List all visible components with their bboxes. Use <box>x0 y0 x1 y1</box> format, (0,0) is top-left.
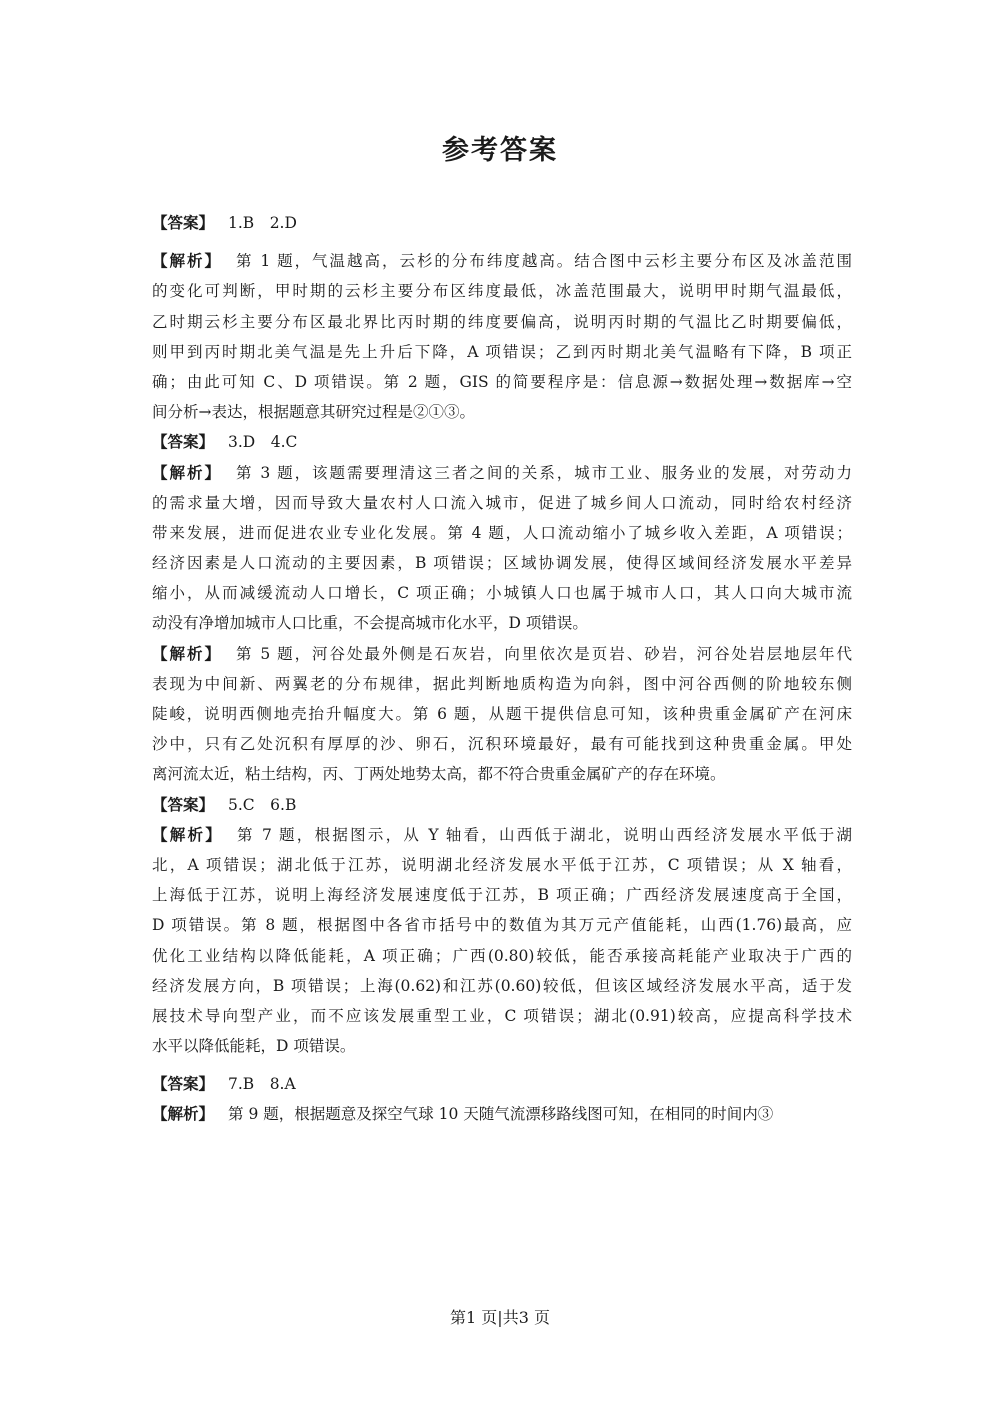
text-line <box>152 427 852 457</box>
line-text: 7.B 8.A <box>228 1075 296 1094</box>
line-text: 离河流太近，粘土结构，丙、丁两处地势太高，都不符合贵重金属矿产的存在环境。 <box>152 765 726 784</box>
analysis-label: 【解析】 <box>152 1105 215 1124</box>
text-line <box>152 1001 852 1031</box>
text-line <box>152 759 852 789</box>
line-text: 的变化可判断，甲时期的云杉主要分布区纬度最低，冰盖范围最大，说明甲时期气温最低， <box>152 282 852 301</box>
answer-label: 【答案】 <box>152 1075 215 1094</box>
answer-content <box>152 208 852 1130</box>
line-text: D 项错误。第 8 题，根据图中各省市括号中的数值为其万元产值能耗，山西(1.76)最高，应 <box>152 916 852 935</box>
line-text: 第 9 题，根据题意及探空气球 10 天随气流漂移路线图可知，在相同的时间内③ <box>228 1105 774 1124</box>
text-line <box>152 1069 852 1099</box>
line-text: 1.B 2.D <box>228 214 297 232</box>
line-text: 陡峻，说明西侧地壳抬升幅度大。第 6 题，从题干提供信息可知，该种贵重金属矿产在河床 <box>152 705 852 723</box>
text-line <box>152 397 852 427</box>
text-line <box>152 276 852 306</box>
line-text: 缩小，从而减缓流动人口增长，C 项正确；小城镇人口也属于城市人口，其人口向大城市流 <box>152 584 852 603</box>
text-line <box>152 488 852 518</box>
line-text: 第 5 题，河谷处最外侧是石灰岩，向里依次是页岩、砂岩，河谷处岩层地层年代 <box>235 644 852 663</box>
text-line <box>152 337 852 367</box>
text-line <box>152 458 852 488</box>
line-text: 确；由此可知 C、D 项错误。第 2 题，GIS 的简要程序是：信息源→数据处理→数据库→空 <box>152 372 852 391</box>
text-line <box>152 246 852 276</box>
text-line <box>152 208 852 238</box>
line-text: 经济发展方向，B 项错误；上海(0.62)和江苏(0.60)较低，但该区域经济发展水平高，适于发 <box>152 976 852 995</box>
text-line <box>152 790 852 820</box>
text-line <box>152 669 852 699</box>
text-line <box>152 307 852 337</box>
text-line <box>152 367 852 397</box>
text-line <box>152 880 852 910</box>
text-line <box>152 548 852 578</box>
text-line <box>152 850 852 880</box>
text-line <box>152 699 852 729</box>
line-text: 带来发展，进而促进农业专业化发展。第 4 题，人口流动缩小了城乡收入差距，A 项错误； <box>152 523 852 542</box>
line-text: 则甲到丙时期北美气温是先上升后下降，A 项错误；乙到丙时期北美气温略有下降，B 项正 <box>152 342 852 361</box>
text-line <box>152 941 852 971</box>
text-line <box>152 608 852 638</box>
text-line <box>152 1099 852 1129</box>
line-text: 展技术导向型产业，而不应该发展重型工业，C 项错误；湖北(0.91)较高，应提高科学技术 <box>152 1006 852 1025</box>
line-text: 乙时期云杉主要分布区最北界比丙时期的纬度要偏高，说明丙时期的气温比乙时期要偏低， <box>152 312 852 331</box>
text-line <box>152 971 852 1001</box>
answer-label: 【答案】 <box>152 214 215 232</box>
line-text: 水平以降低能耗，D 项错误。 <box>152 1037 356 1056</box>
line-text: 5.C 6.B <box>228 795 297 814</box>
page-footer: 第1 页|共3 页 <box>450 1308 550 1327</box>
analysis-label: 【解析】 <box>152 252 222 271</box>
line-text: 3.D 4.C <box>228 433 298 452</box>
line-text: 北，A 项错误；湖北低于江苏，说明湖北经济发展水平低于江苏，C 项错误；从 X 轴看， <box>152 855 852 874</box>
line-text: 第 3 题，该题需要理清这三者之间的关系，城市工业、服务业的发展，对劳动力 <box>235 463 852 482</box>
line-text: 沙中，只有乙处沉积有厚厚的沙、卵石，沉积环境最好，最有可能找到这种贵重金属。甲处 <box>152 735 852 754</box>
line-text: 的需求量大增，因而导致大量农村人口流入城市，促进了城乡间人口流动，同时给农村经济 <box>152 493 852 512</box>
text-line <box>152 910 852 940</box>
line-text: 第 7 题，根据图示，从 Y 轴看，山西低于湖北，说明山西经济发展水平低于湖 <box>237 825 852 844</box>
line-text: 表现为中间新、两翼老的分布规律，据此判断地质构造为向斜，图中河谷西侧的阶地较东侧 <box>152 674 852 693</box>
line-text: 经济因素是人口流动的主要因素，B 项错误；区域协调发展，使得区域间经济发展水平差异 <box>152 554 852 573</box>
text-line <box>152 1031 852 1061</box>
analysis-label: 【解析】 <box>152 463 222 482</box>
line-text: 间分析→表达，根据题意其研究过程是②①③。 <box>152 403 475 422</box>
analysis-label: 【解析】 <box>152 825 224 844</box>
answer-label: 【答案】 <box>152 433 215 452</box>
text-line <box>152 578 852 608</box>
line-text: 优化工业结构以降低能耗，A 项正确；广西(0.80)较低，能否承接高耗能产业取决于广西的 <box>152 946 852 965</box>
answer-label: 【答案】 <box>152 795 215 814</box>
analysis-label: 【解析】 <box>152 644 222 663</box>
text-line <box>152 518 852 548</box>
line-text: 动没有净增加城市人口比重，不会提高城市化水平，D 项错误。 <box>152 614 588 633</box>
page-title: 参考答案 <box>442 135 558 166</box>
line-text: 第 1 题，气温越高，云杉的分布纬度越高。结合图中云杉主要分布区及冰盖范围 <box>235 252 852 271</box>
text-line <box>152 820 852 850</box>
text-line <box>152 729 852 759</box>
text-line <box>152 639 852 669</box>
line-text: 上海低于江苏，说明上海经济发展速度低于江苏，B 项正确；广西经济发展速度高于全国， <box>152 886 852 905</box>
